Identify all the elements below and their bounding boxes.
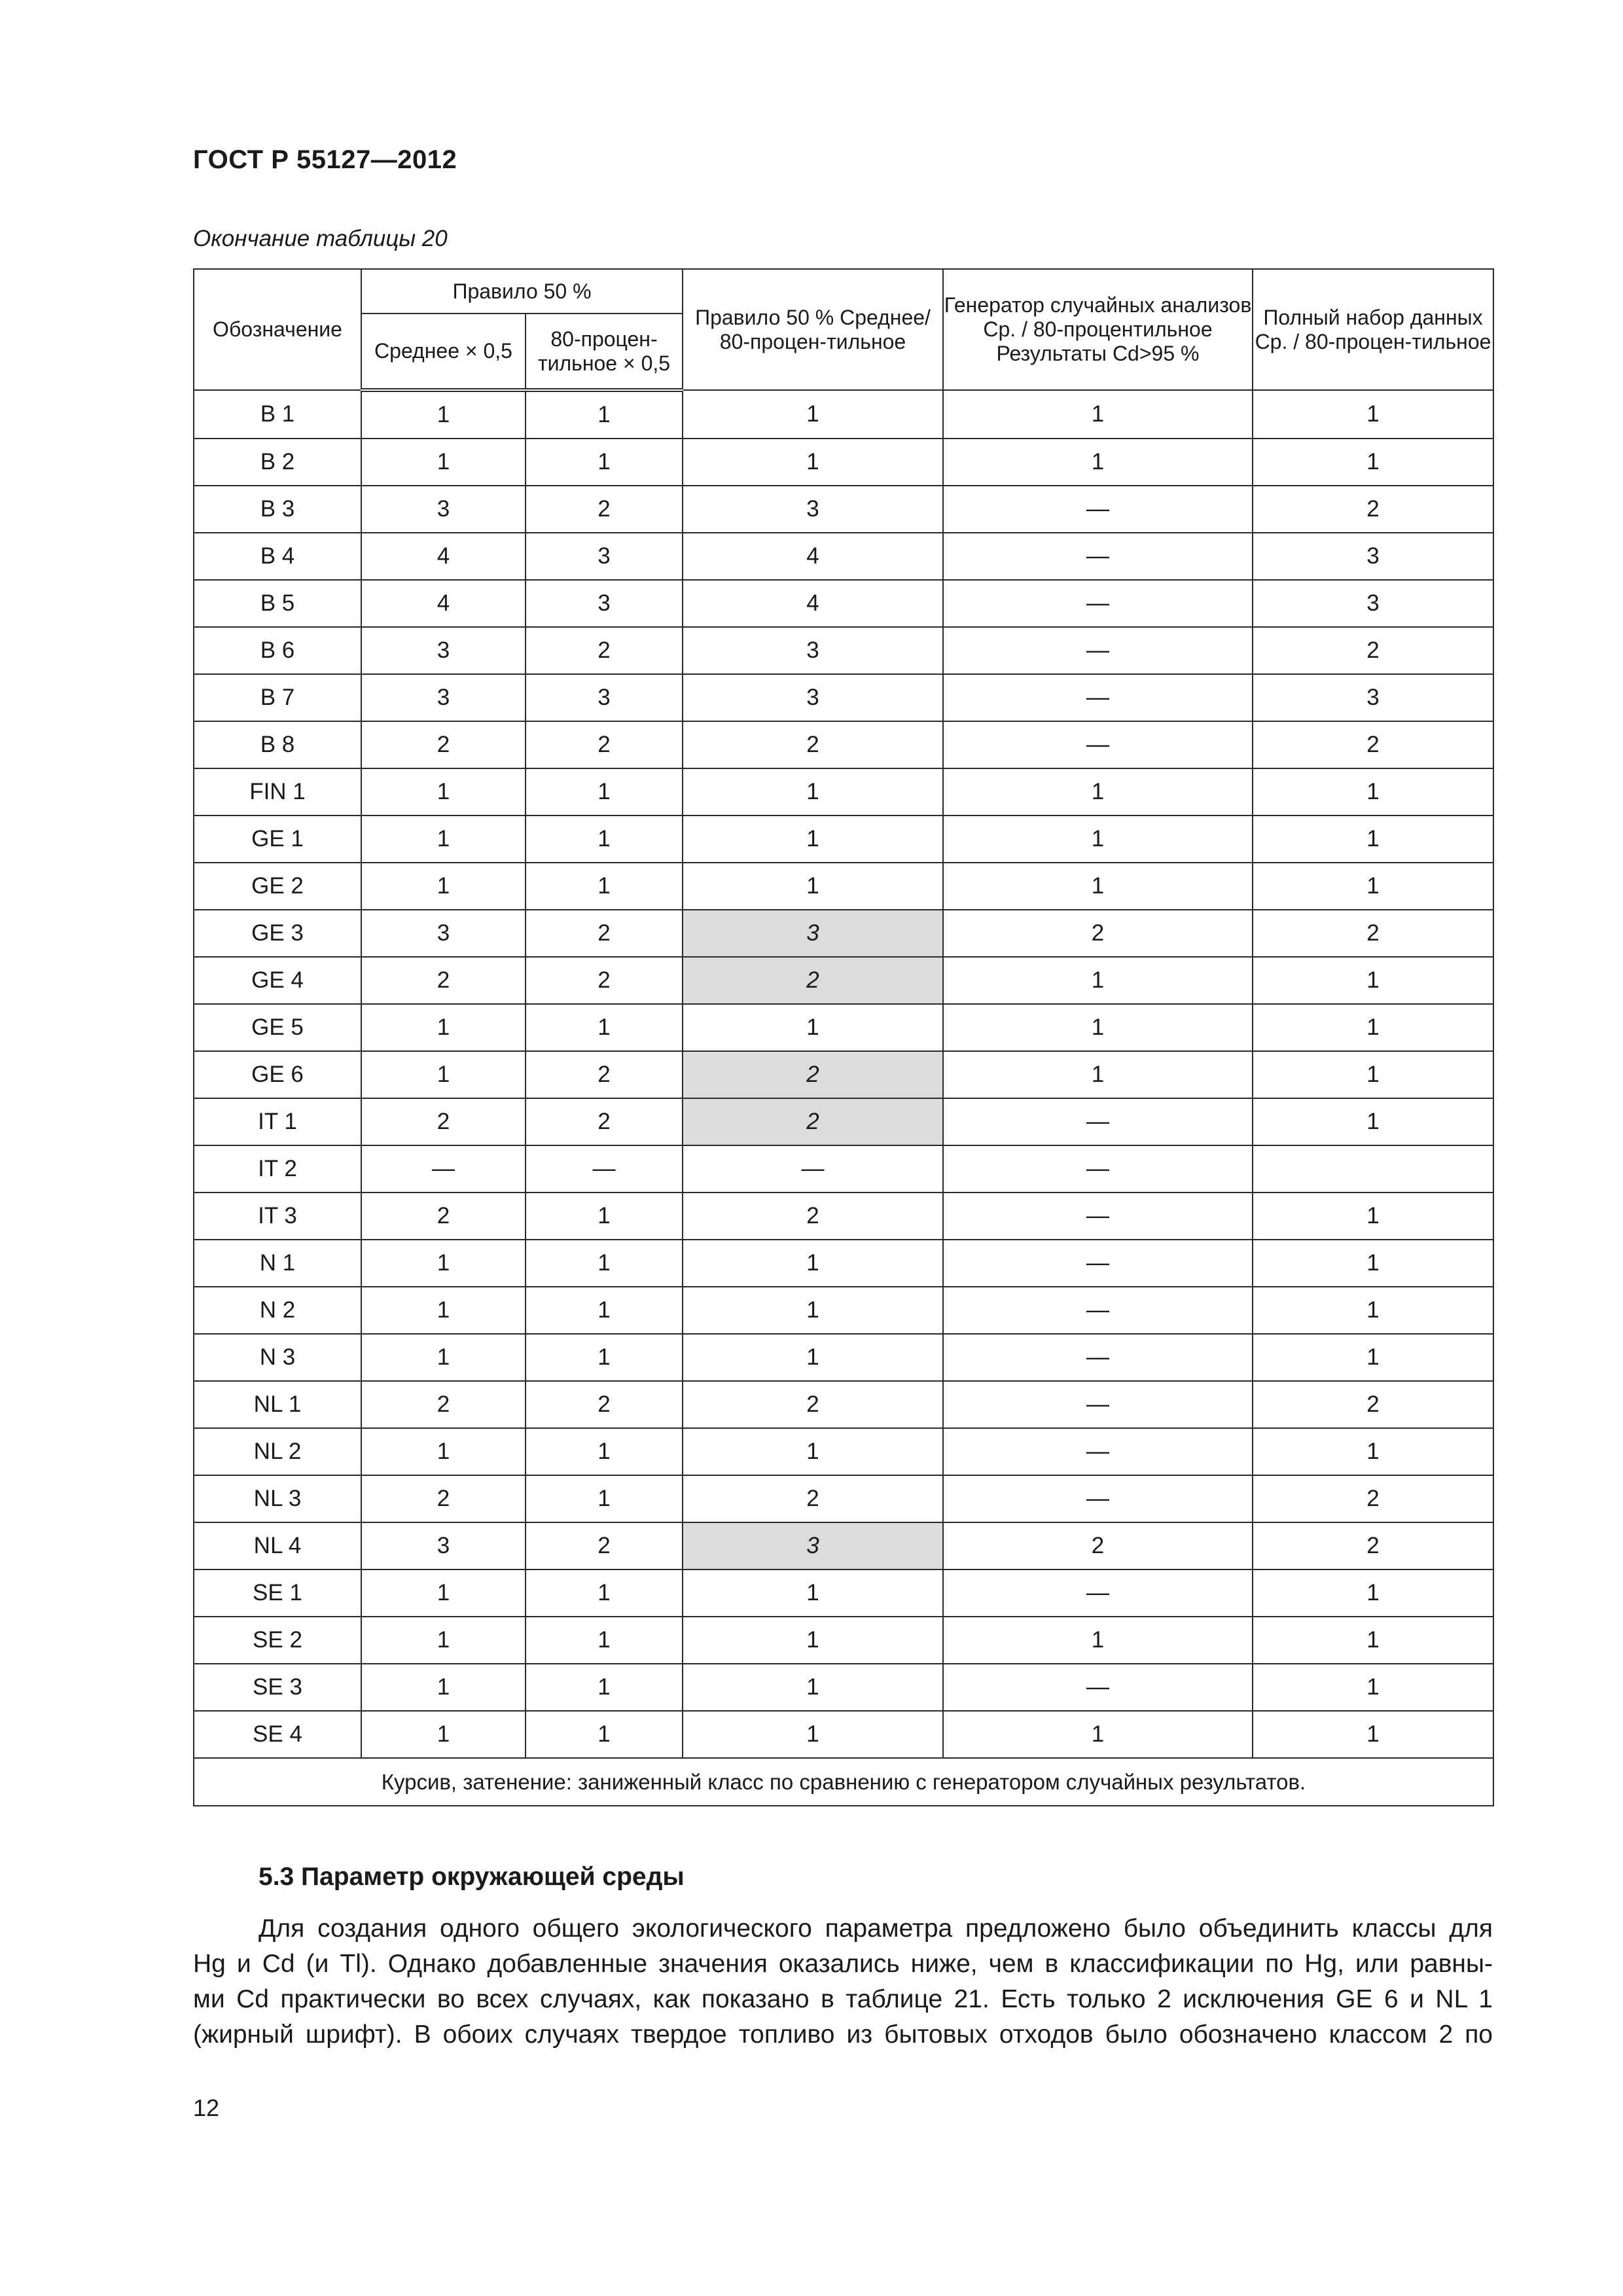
table-cell-col2: 2 [526,910,683,957]
table-cell-col0: NL 3 [194,1475,361,1522]
table-cell-col1: 1 [361,390,526,439]
table-cell-col2: 1 [526,1664,683,1711]
table-cell-col3: 1 [683,1428,943,1475]
table-cell-col2: 3 [526,533,683,580]
table-cell-col2: 1 [526,816,683,863]
table-cell-col1: 2 [361,957,526,1004]
table-cell-col4: — [943,1145,1253,1193]
table-cell-col4: 1 [943,768,1253,816]
table-cell-col3: 1 [683,1287,943,1334]
paragraph-line: (жирный шрифт). В обоих случаях твердое топливо из бытовых отходов было обозначено классом 2 по [193,2020,1493,2049]
table-cell-col4: 2 [943,910,1253,957]
table-cell-col0: NL 1 [194,1381,361,1428]
table-cell-col1: 1 [361,863,526,910]
table-cell-col4: — [943,1475,1253,1522]
paragraph-line: Hg и Cd (и Tl). Однако добавленные значения оказались ниже, чем в классификации по Hg, или равны- [193,1950,1493,1978]
section-title: 5.3 Параметр окружающей среды [259,1863,685,1891]
table-cell-col2: 2 [526,721,683,768]
table-cell-col5: 2 [1253,627,1493,674]
table-cell-col5: 1 [1253,1428,1493,1475]
table-cell-col3: 2 [683,1475,943,1522]
table-cell-col2: 3 [526,674,683,721]
table-cell-col1: 3 [361,486,526,533]
table-cell-col3: 1 [683,1004,943,1051]
table-cell-col1: 1 [361,1570,526,1617]
table-cell-col2: — [526,1145,683,1193]
table-cell-col0: B 6 [194,627,361,674]
paragraph-line: Для создания одного общего экологического параметра предложено было объединить классы для [259,1914,1493,1943]
table-row [194,768,1493,816]
table-cell-col1: 3 [361,627,526,674]
table-cell-col2: 1 [526,390,683,439]
table-cell-col2: 1 [526,1475,683,1522]
table-cell-col5: 2 [1253,910,1493,957]
table-cell-col4: 1 [943,1711,1253,1758]
table-cell-col0: IT 1 [194,1098,361,1145]
table-cell-col5: 1 [1253,816,1493,863]
table-cell-col2: 1 [526,863,683,910]
table-cell-col4: — [943,627,1253,674]
table-cell-col2: 3 [526,580,683,627]
table-row [194,863,1493,910]
table-caption: Окончание таблицы 20 [193,226,448,251]
table-cell-col1: 1 [361,1287,526,1334]
section-paragraph [193,1911,1493,2053]
table-cell-col1: 3 [361,910,526,957]
table-cell-col3: 3 [683,1522,943,1570]
table-row [194,439,1493,486]
table-cell-col3: 1 [683,439,943,486]
table-cell-col2: 1 [526,1570,683,1617]
data-table [193,268,1494,1806]
table-cell-col1: 1 [361,768,526,816]
table-cell-col5: 1 [1253,1193,1493,1240]
table-cell-col5: 3 [1253,533,1493,580]
table-cell-col5: 1 [1253,1570,1493,1617]
page-number: 12 [193,2094,220,2121]
table-cell-col2: 1 [526,1617,683,1664]
table-cell-col3: 2 [683,957,943,1004]
table-cell-col5: 1 [1253,1004,1493,1051]
table-row [194,1004,1493,1051]
table-cell-col5: 1 [1253,390,1493,439]
paragraph-line: ми Cd практически во всех случаях, как показано в таблице 21. Есть только 2 исключения GE 6 и NL 1 [193,1985,1493,2013]
table-cell-col4: 1 [943,1617,1253,1664]
table-cell-col1: 1 [361,1711,526,1758]
table-cell-col1: 4 [361,580,526,627]
table-cell-col3: 1 [683,1664,943,1711]
table-cell-col4: — [943,1287,1253,1334]
table-cell-col0: B 4 [194,533,361,580]
table-cell-col2: 1 [526,1004,683,1051]
table-cell-col5: 1 [1253,957,1493,1004]
table-cell-col3: 4 [683,533,943,580]
table-cell-col0: B 5 [194,580,361,627]
table-cell-col3: 1 [683,768,943,816]
table-cell-col0: B 8 [194,721,361,768]
table-cell-col1: 2 [361,1381,526,1428]
table-note: Курсив, затенение: заниженный класс по сравнению с генератором случайных результатов. [194,1758,1493,1806]
table-cell-col3: 1 [683,863,943,910]
table-row [194,910,1493,957]
table-cell-col3: 2 [683,1193,943,1240]
table-cell-col3: 1 [683,1617,943,1664]
table-cell-col1: — [361,1145,526,1193]
table-cell-col4: — [943,533,1253,580]
table-row [194,1193,1493,1240]
table-cell-col2: 1 [526,1711,683,1758]
table-cell-col1: 1 [361,1334,526,1381]
table-cell-col5: 2 [1253,1475,1493,1522]
table-cell-col0: NL 2 [194,1428,361,1475]
table-row [194,816,1493,863]
table-cell-col1: 1 [361,1664,526,1711]
table-cell-col3: 3 [683,486,943,533]
table-cell-col1: 1 [361,1051,526,1098]
table-row [194,1287,1493,1334]
table-cell-col5: 1 [1253,1240,1493,1287]
table-row [194,1428,1493,1475]
header-mean-05: Среднее × 0,5 [361,314,526,390]
table-cell-col2: 1 [526,439,683,486]
table-cell-col4: — [943,1240,1253,1287]
table-row [194,1711,1493,1758]
table-cell-col4: — [943,1334,1253,1381]
table-cell-col0: NL 4 [194,1522,361,1570]
header-p80-05: 80-процен-тильное × 0,5 [526,314,683,390]
table-cell-col4: 1 [943,439,1253,486]
table-cell-col1: 1 [361,1428,526,1475]
table-cell-col4: 1 [943,1051,1253,1098]
table-row [194,957,1493,1004]
table-cell-col5: 1 [1253,1287,1493,1334]
table-cell-col2: 1 [526,1240,683,1287]
table-row [194,674,1493,721]
table-cell-col5: 2 [1253,486,1493,533]
header-rule50: Правило 50 % [361,269,683,314]
table-cell-col3: 2 [683,721,943,768]
table-cell-col0: GE 4 [194,957,361,1004]
table-cell-col5: 2 [1253,1522,1493,1570]
table-cell-col3: 1 [683,390,943,439]
table-cell-col3: 3 [683,627,943,674]
table-cell-col2: 2 [526,1098,683,1145]
table-cell-col5: 1 [1253,768,1493,816]
table-cell-col0: N 2 [194,1287,361,1334]
table-cell-col0: SE 3 [194,1664,361,1711]
table-cell-col0: FIN 1 [194,768,361,816]
table-cell-col3: — [683,1145,943,1193]
table-row [194,1334,1493,1381]
table-cell-col5: 1 [1253,1051,1493,1098]
header-designation: Обозначение [194,269,361,390]
document-header: ГОСТ Р 55127—2012 [193,145,457,174]
table-row [194,533,1493,580]
table-cell-col4: 1 [943,957,1253,1004]
table-row [194,627,1493,674]
table-cell-col0: IT 3 [194,1193,361,1240]
table-row [194,1522,1493,1570]
table-cell-col5: 1 [1253,1098,1493,1145]
table-cell-col4: 1 [943,816,1253,863]
table-cell-col1: 1 [361,439,526,486]
table-cell-col4: — [943,1193,1253,1240]
table-cell-col3: 3 [683,674,943,721]
table-cell-col2: 2 [526,1381,683,1428]
table-cell-col2: 2 [526,957,683,1004]
table-cell-col5: 2 [1253,721,1493,768]
table-cell-col4: — [943,1428,1253,1475]
table-cell-col2: 1 [526,768,683,816]
table-cell-col1: 1 [361,1004,526,1051]
table-cell-col0: GE 6 [194,1051,361,1098]
table-row [194,1617,1493,1664]
table-cell-col0: B 1 [194,390,361,439]
table-cell-col0: N 3 [194,1334,361,1381]
table-cell-col4: 1 [943,863,1253,910]
table-cell-col1: 2 [361,1475,526,1522]
table-cell-col3: 1 [683,1240,943,1287]
table-cell-col5: 1 [1253,1711,1493,1758]
table-cell-col0: N 1 [194,1240,361,1287]
table-cell-col0: B 2 [194,439,361,486]
table-cell-col4: — [943,674,1253,721]
table-cell-col3: 1 [683,1711,943,1758]
table-cell-col1: 1 [361,1240,526,1287]
table-cell-col5: 1 [1253,1664,1493,1711]
table-cell-col0: GE 1 [194,816,361,863]
table-cell-col3: 1 [683,1570,943,1617]
table-row [194,390,1493,439]
table-row [194,721,1493,768]
table-row [194,1051,1493,1098]
table-row [194,1145,1493,1193]
table-row [194,486,1493,533]
table-cell-col0: SE 2 [194,1617,361,1664]
table-cell-col1: 1 [361,1617,526,1664]
table-cell-col0: SE 1 [194,1570,361,1617]
header-rule50-mean: Правило 50 % Среднее/ 80-процен-тильное [683,269,943,390]
table-cell-col4: — [943,486,1253,533]
table-cell-col4: 2 [943,1522,1253,1570]
table-cell-col1: 1 [361,816,526,863]
table-cell-col5: 1 [1253,439,1493,486]
table-cell-col5: 2 [1253,1381,1493,1428]
table-row [194,1098,1493,1145]
table-cell-col4: — [943,1570,1253,1617]
table-cell-col1: 2 [361,1193,526,1240]
table-cell-col3: 4 [683,580,943,627]
table-cell-col2: 2 [526,627,683,674]
table-cell-col0: GE 3 [194,910,361,957]
table-cell-col1: 4 [361,533,526,580]
header-random-generator: Генератор случайных анализов Ср. / 80-процентильное Результаты Cd>95 % [943,269,1253,390]
table-cell-col5 [1253,1145,1493,1193]
table-cell-col1: 3 [361,1522,526,1570]
table-cell-col5: 3 [1253,580,1493,627]
table-row [194,1381,1493,1428]
table-body [194,390,1493,1758]
table-cell-col3: 1 [683,816,943,863]
table-row [194,1240,1493,1287]
table-cell-col0: IT 2 [194,1145,361,1193]
table-cell-col4: — [943,1098,1253,1145]
table-cell-col4: 1 [943,390,1253,439]
table-cell-col2: 2 [526,1051,683,1098]
table-cell-col5: 3 [1253,674,1493,721]
table-row [194,1570,1493,1617]
table-cell-col1: 2 [361,1098,526,1145]
table-row [194,1475,1493,1522]
table-cell-col5: 1 [1253,1334,1493,1381]
table-row [194,1664,1493,1711]
table-cell-col3: 2 [683,1381,943,1428]
table-cell-col0: B 3 [194,486,361,533]
table-cell-col4: 1 [943,1004,1253,1051]
table-header [194,269,1493,390]
table-cell-col0: GE 5 [194,1004,361,1051]
table-cell-col3: 3 [683,910,943,957]
table-cell-col2: 1 [526,1428,683,1475]
table-cell-col0: B 7 [194,674,361,721]
table-cell-col5: 1 [1253,1617,1493,1664]
table-cell-col0: SE 4 [194,1711,361,1758]
table-cell-col4: — [943,1381,1253,1428]
table-cell-col1: 2 [361,721,526,768]
table-cell-col2: 2 [526,486,683,533]
header-full-dataset: Полный набор данных Ср. / 80-процен-тильное [1253,269,1493,390]
table-cell-col4: — [943,1664,1253,1711]
table-cell-col0: GE 2 [194,863,361,910]
table-cell-col2: 1 [526,1334,683,1381]
table-cell-col4: — [943,721,1253,768]
table-cell-col3: 2 [683,1051,943,1098]
table-cell-col4: — [943,580,1253,627]
table-cell-col2: 2 [526,1522,683,1570]
table-cell-col2: 1 [526,1193,683,1240]
table-cell-col3: 2 [683,1098,943,1145]
table-cell-col5: 1 [1253,863,1493,910]
table-cell-col1: 3 [361,674,526,721]
table-row [194,580,1493,627]
table-cell-col3: 1 [683,1334,943,1381]
table-cell-col2: 1 [526,1287,683,1334]
table-note-row [194,1758,1493,1806]
